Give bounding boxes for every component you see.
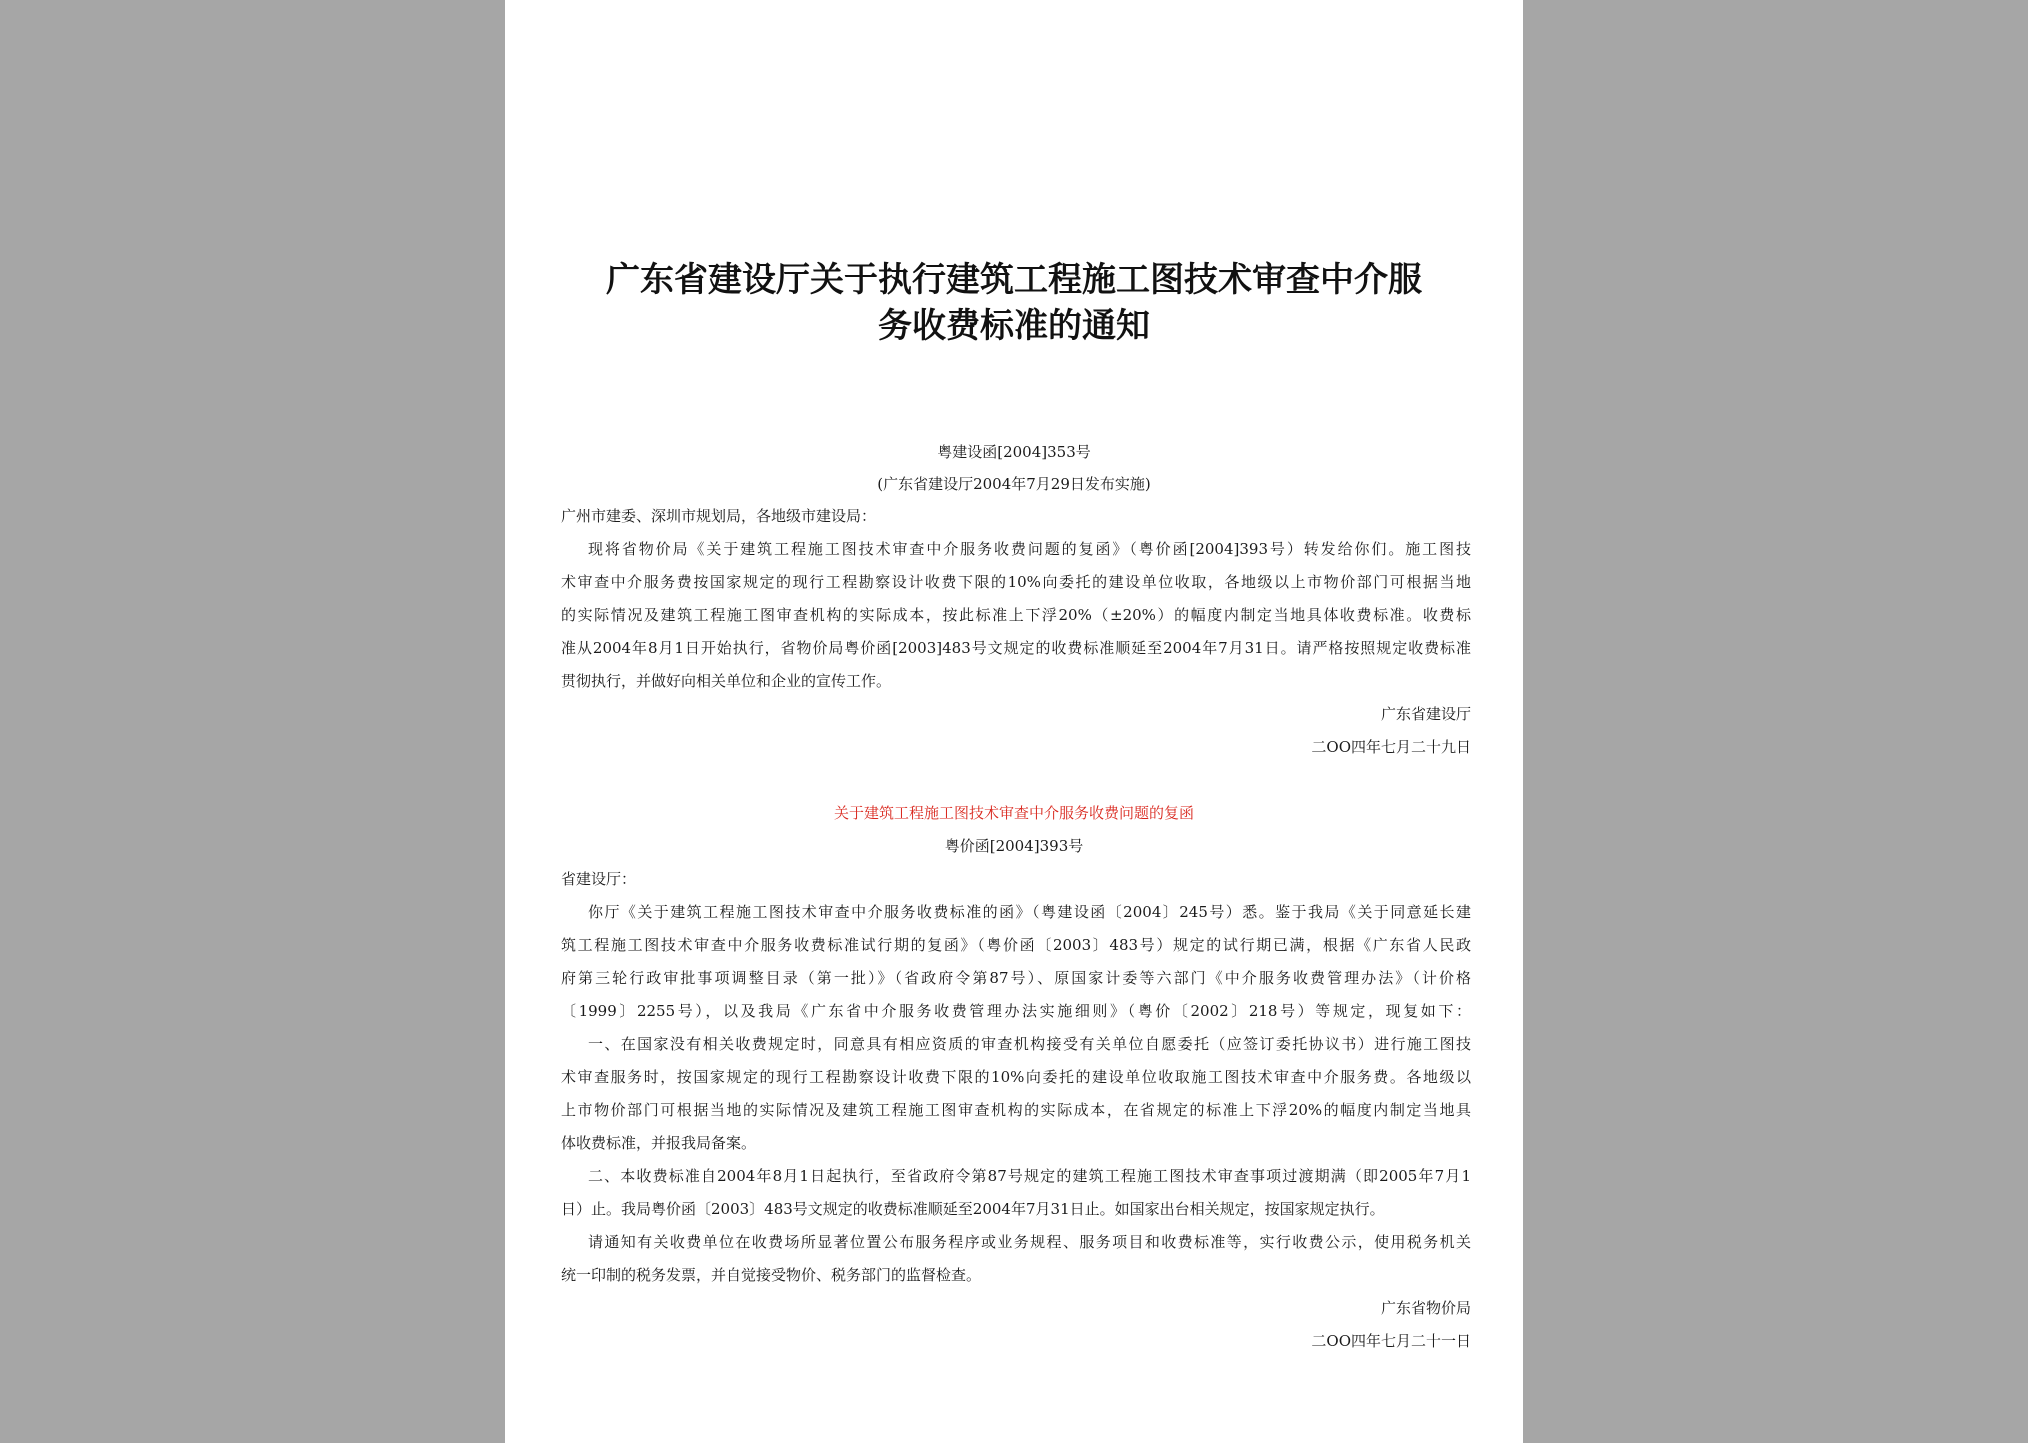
attachment-recipient: 省建设厅： bbox=[561, 870, 637, 888]
signature: 广东省建设厅 bbox=[1380, 705, 1471, 723]
attachment-date: 二OO四年七月二十一日 bbox=[1311, 1332, 1471, 1350]
body-line-3: 的实际情况及建筑工程施工图审查机构的实际成本，按此标准上下浮20%（±20%）的幅度内制定当地具体收费标准。收费标 bbox=[561, 606, 1471, 624]
para2-line-3: 上市物价部门可根据当地的实际情况及建筑工程施工图审查机构的实际成本，在省规定的标准上下浮20%的幅度内制定当地具 bbox=[561, 1101, 1471, 1119]
para4-line-1: 请通知有关收费单位在收费场所显著位置公布服务程序或业务规程、服务项目和收费标准等，实行收费公示，使用税务机关 bbox=[588, 1233, 1471, 1251]
para1-line-2: 筑工程施工图技术审查中介服务收费标准试行期的复函》（粤价函〔2003〕483号）规定的试行期已满，根据《广东省人民政 bbox=[561, 936, 1471, 954]
recipients: 广州市建委、深圳市规划局，各地级市建设局： bbox=[561, 507, 877, 525]
title-line-2: 务收费标准的通知 bbox=[878, 306, 1150, 346]
para4-line-2: 统一印制的税务发票，并自觉接受物价、税务部门的监督检查。 bbox=[561, 1266, 982, 1284]
attachment-number: 粤价函[2004]393号 bbox=[944, 837, 1084, 855]
para2-line-2: 术审查服务时，按国家规定的现行工程勘察设计收费下限的10%向委托的建设单位收取施工图技术审查中介服务费。各地级以 bbox=[561, 1068, 1471, 1086]
body-line-4: 准从2004年8月1日开始执行，省物价局粤价函[2003]483号文规定的收费标准顺延至2004年7月31日。请严格按照规定收费标准 bbox=[561, 639, 1471, 657]
body-line-1: 现将省物价局《关于建筑工程施工图技术审查中介服务收费问题的复函》（粤价函[2004]393号）转发给你们。施工图技 bbox=[588, 540, 1471, 558]
body-line-5: 贯彻执行，并做好向相关单位和企业的宣传工作。 bbox=[561, 672, 892, 690]
issue-note: (广东省建设厅2004年7月29日发布实施) bbox=[877, 475, 1151, 493]
document-title bbox=[545, 257, 1483, 349]
attachment-signature: 广东省物价局 bbox=[1380, 1299, 1471, 1317]
para1-line-4: 〔1999〕2255号），以及我局《广东省中介服务收费管理办法实施细则》（粤价〔2002〕218号）等规定，现复如下： bbox=[561, 1002, 1471, 1020]
para1-line-1: 你厅《关于建筑工程施工图技术审查中介服务收费标准的函》（粤建设函〔2004〕245号）悉。鉴于我局《关于同意延长建 bbox=[588, 903, 1471, 921]
document-page bbox=[505, 0, 1523, 1443]
attachment-title: 关于建筑工程施工图技术审查中介服务收费问题的复函 bbox=[833, 804, 1194, 822]
para3-line-2: 日）止。我局粤价函〔2003〕483号文规定的收费标准顺延至2004年7月31日止。如国家出台相关规定，按国家规定执行。 bbox=[561, 1200, 1385, 1218]
para3-line-1: 二、本收费标准自2004年8月1日起执行，至省政府令第87号规定的建筑工程施工图技术审查事项过渡期满（即2005年7月1 bbox=[588, 1167, 1471, 1185]
title-line-1: 广东省建设厅关于执行建筑工程施工图技术审查中介服 bbox=[606, 260, 1422, 300]
body-line-2: 术审查中介服务费按国家规定的现行工程勘察设计收费下限的10%向委托的建设单位收取，各地级以上市物价部门可根据当地 bbox=[561, 573, 1471, 591]
document-number: 粤建设函[2004]353号 bbox=[937, 443, 1091, 461]
para2-line-4: 体收费标准，并报我局备案。 bbox=[561, 1134, 757, 1152]
document-date: 二OO四年七月二十九日 bbox=[1311, 738, 1471, 756]
para2-line-1: 一、在国家没有相关收费规定时，同意具有相应资质的审查机构接受有关单位自愿委托（应签订委托协议书）进行施工图技 bbox=[588, 1035, 1471, 1053]
para1-line-3: 府第三轮行政审批事项调整目录（第一批）》（省政府令第87号）、原国家计委等六部门《中介服务收费管理办法》（计价格 bbox=[561, 969, 1471, 987]
